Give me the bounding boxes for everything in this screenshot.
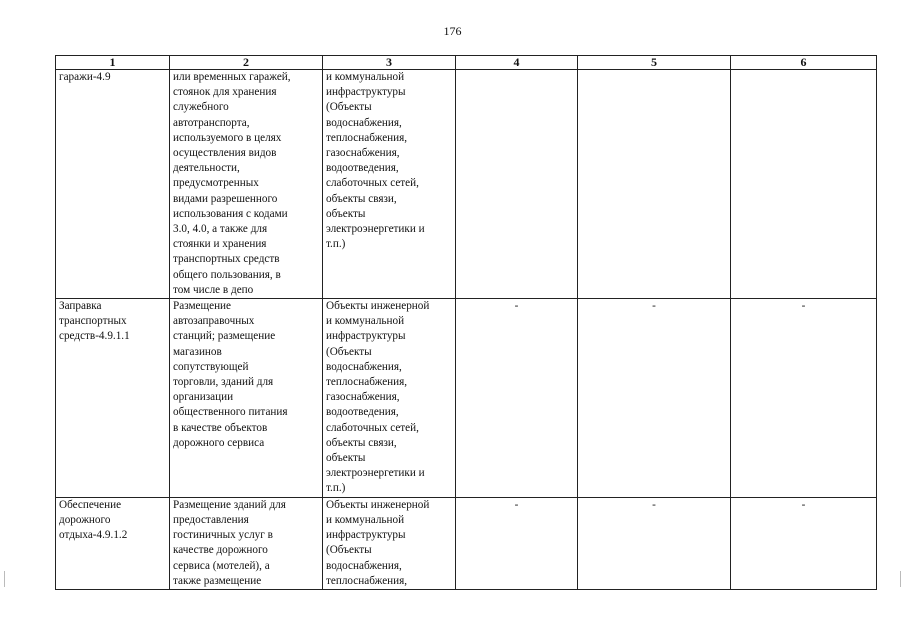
column-5-text: - — [652, 300, 656, 313]
column-5-cell — [578, 497, 731, 589]
column-4-cell — [456, 299, 578, 498]
column-4-cell — [456, 70, 578, 299]
use-type-cell — [56, 70, 170, 299]
use-type-text: гаражи-4.9 — [59, 71, 111, 83]
use-type-cell — [56, 497, 170, 589]
column-4-text: - — [514, 300, 519, 313]
infrastructure-cell — [323, 497, 456, 589]
column-5-text: - — [652, 498, 656, 511]
column-6-text: - — [801, 498, 806, 511]
table-row — [56, 299, 877, 498]
header-row — [56, 56, 877, 70]
infrastructure-cell — [323, 299, 456, 498]
column-header-4: 4 — [456, 56, 578, 70]
column-4-cell — [456, 497, 578, 589]
column-5-cell — [578, 299, 731, 498]
column-header-1: 1 — [56, 56, 170, 70]
column-header-6: 6 — [731, 56, 877, 70]
column-header-3: 3 — [323, 56, 456, 70]
column-6-cell — [731, 299, 877, 498]
description-cell — [170, 299, 323, 498]
column-4-text: - — [514, 498, 519, 511]
description-cell — [170, 70, 323, 299]
description-cell — [170, 497, 323, 589]
left-scan-mark — [4, 571, 5, 587]
infrastructure-text: и коммунальной инфраструктуры (Объекты водоснабжения, теплоснабжения, газоснабжения, водоотведения, слаботочных сетей, объекты связи, объекты электроэнергетики и т.п.) — [326, 71, 425, 251]
column-header-5: 5 — [578, 56, 731, 70]
column-6-text: - — [801, 300, 806, 313]
column-5-cell — [578, 70, 731, 299]
use-type-cell — [56, 299, 170, 498]
column-6-cell — [731, 70, 877, 299]
land-use-table — [55, 55, 877, 590]
infrastructure-text: Объекты инженерной и коммунальной инфраструктуры (Объекты водоснабжения, теплоснабжения, газоснабжения, водоотведения, слаботочных сетей, объекты связи, объекты электроэнергетики и т.п.) — [326, 300, 430, 495]
right-scan-mark — [900, 571, 901, 587]
column-header-2: 2 — [170, 56, 323, 70]
infrastructure-text: Объекты инженерной и коммунальной инфраструктуры (Объекты водоснабжения, теплоснабжения, — [326, 498, 430, 587]
column-6-cell — [731, 497, 877, 589]
table-row — [56, 497, 877, 589]
page-number: 176 — [443, 24, 462, 38]
infrastructure-cell — [323, 70, 456, 299]
description-text: или временных гаражей, стоянок для хранения служебного автотранспорта, используемого в целях осуществления видов деятельности, предусмотренных видами разрешенного использования с кодами 3.0, 4.0, а также для стоянки и хранения транспортных средств общего пользования, в том числе в депо — [173, 71, 291, 296]
table-row — [56, 70, 877, 299]
description-text: Размещение зданий для предоставления гостиничных услуг в качестве дорожного сервиса (мотелей), а также размещение — [173, 498, 286, 587]
use-type-text: Обеспечение дорожного отдыха-4.9.1.2 — [59, 498, 128, 542]
use-type-text: Заправка транспортных средств-4.9.1.1 — [59, 300, 130, 343]
description-text: Размещение автозаправочных станций; размещение магазинов сопутствующей торговли, зданий для организации общественного питания в качестве объектов дорожного сервиса — [173, 300, 288, 449]
